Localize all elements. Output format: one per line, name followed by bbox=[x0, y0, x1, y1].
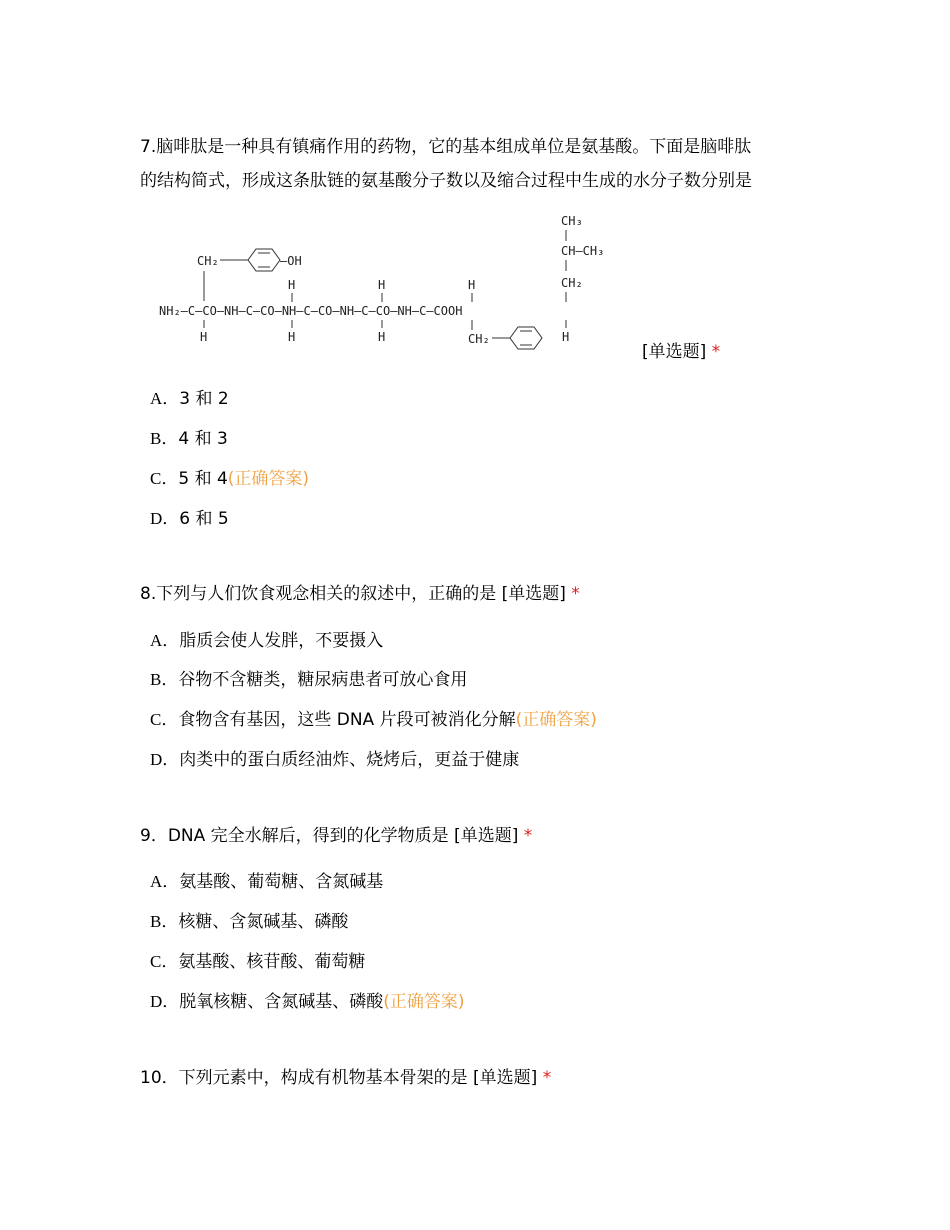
q7-option-a[interactable]: A．3 和 2 bbox=[150, 389, 229, 409]
question-7-tag: [单选题] * bbox=[642, 342, 721, 362]
question-10 bbox=[140, 1061, 551, 1095]
ch2-top-label: CH₂ bbox=[197, 254, 219, 268]
question-10-text: 10．下列元素中，构成有机物基本骨架的是 [单选题] bbox=[140, 1068, 538, 1088]
main-chain-label: NH₂—C—CO—NH—C—CO—NH—C—CO—NH—C—CO—NH—C—COOH bbox=[159, 304, 463, 318]
benzene-ring-1 bbox=[248, 249, 280, 271]
benzene-ring-2 bbox=[510, 327, 542, 349]
h-label: H bbox=[288, 278, 296, 292]
question-9 bbox=[140, 819, 532, 853]
ch2-label: CH₂ bbox=[561, 276, 583, 290]
oh-label: —OH bbox=[280, 254, 302, 268]
h-label: H bbox=[200, 330, 208, 344]
q8-option-d[interactable]: D．肉类中的蛋白质经油炸、烧烤后，更益于健康 bbox=[150, 750, 520, 770]
question-8-text: 8.下列与人们饮食观念相关的叙述中，正确的是 [单选题] bbox=[140, 584, 566, 604]
ch-ch3-label: CH—CH₃ bbox=[561, 244, 605, 258]
correct-answer-marker: (正确答案) bbox=[515, 710, 597, 730]
q9-option-c[interactable]: C．氨基酸、核苷酸、葡萄糖 bbox=[150, 952, 366, 972]
required-asterisk: * bbox=[523, 826, 533, 846]
question-7-line2: 的结构简式，形成这条肽链的氨基酸分子数以及缩合过程中生成的水分子数分别是 bbox=[140, 171, 752, 191]
q9-option-b[interactable]: B．核糖、含氮碱基、磷酸 bbox=[150, 912, 349, 932]
ch3-label: CH₃ bbox=[561, 214, 583, 228]
question-7-line1: 7.脑啡肽是一种具有镇痛作用的药物，它的基本组成单位是氨基酸。下面是脑啡肽 bbox=[140, 137, 752, 157]
required-asterisk: * bbox=[571, 584, 580, 604]
ch2-label: CH₂ bbox=[468, 332, 490, 346]
peptide-structure-diagram bbox=[150, 205, 640, 350]
h-label: H bbox=[378, 330, 386, 344]
question-7 bbox=[140, 130, 752, 198]
q8-option-c[interactable]: C．食物含有基因，这些 DNA 片段可被消化分解(正确答案) bbox=[150, 710, 597, 730]
q9-option-a[interactable]: A．氨基酸、葡萄糖、含氮碱基 bbox=[150, 872, 384, 892]
correct-answer-marker: (正确答案) bbox=[227, 469, 310, 489]
q8-option-b[interactable]: B．谷物不含糖类，糖尿病患者可放心食用 bbox=[150, 670, 468, 690]
h-label: H bbox=[562, 330, 570, 344]
q7-option-c[interactable]: C．5 和 4(正确答案) bbox=[150, 469, 310, 489]
q7-option-b[interactable]: B．4 和 3 bbox=[150, 429, 228, 449]
question-9-text: 9．DNA 完全水解后，得到的化学物质是 [单选题] bbox=[140, 826, 519, 846]
required-asterisk: * bbox=[711, 342, 721, 362]
correct-answer-marker: (正确答案) bbox=[383, 992, 465, 1012]
h-label: H bbox=[378, 278, 386, 292]
q8-option-a[interactable]: A．脂质会使人发胖，不要摄入 bbox=[150, 631, 384, 651]
h-label: H bbox=[468, 278, 476, 292]
q9-option-d[interactable]: D．脱氧核糖、含氮碱基、磷酸(正确答案) bbox=[150, 992, 465, 1012]
h-label: H bbox=[288, 330, 296, 344]
required-asterisk: * bbox=[542, 1068, 552, 1088]
q7-option-d[interactable]: D．6 和 5 bbox=[150, 509, 229, 529]
question-8 bbox=[140, 577, 580, 611]
